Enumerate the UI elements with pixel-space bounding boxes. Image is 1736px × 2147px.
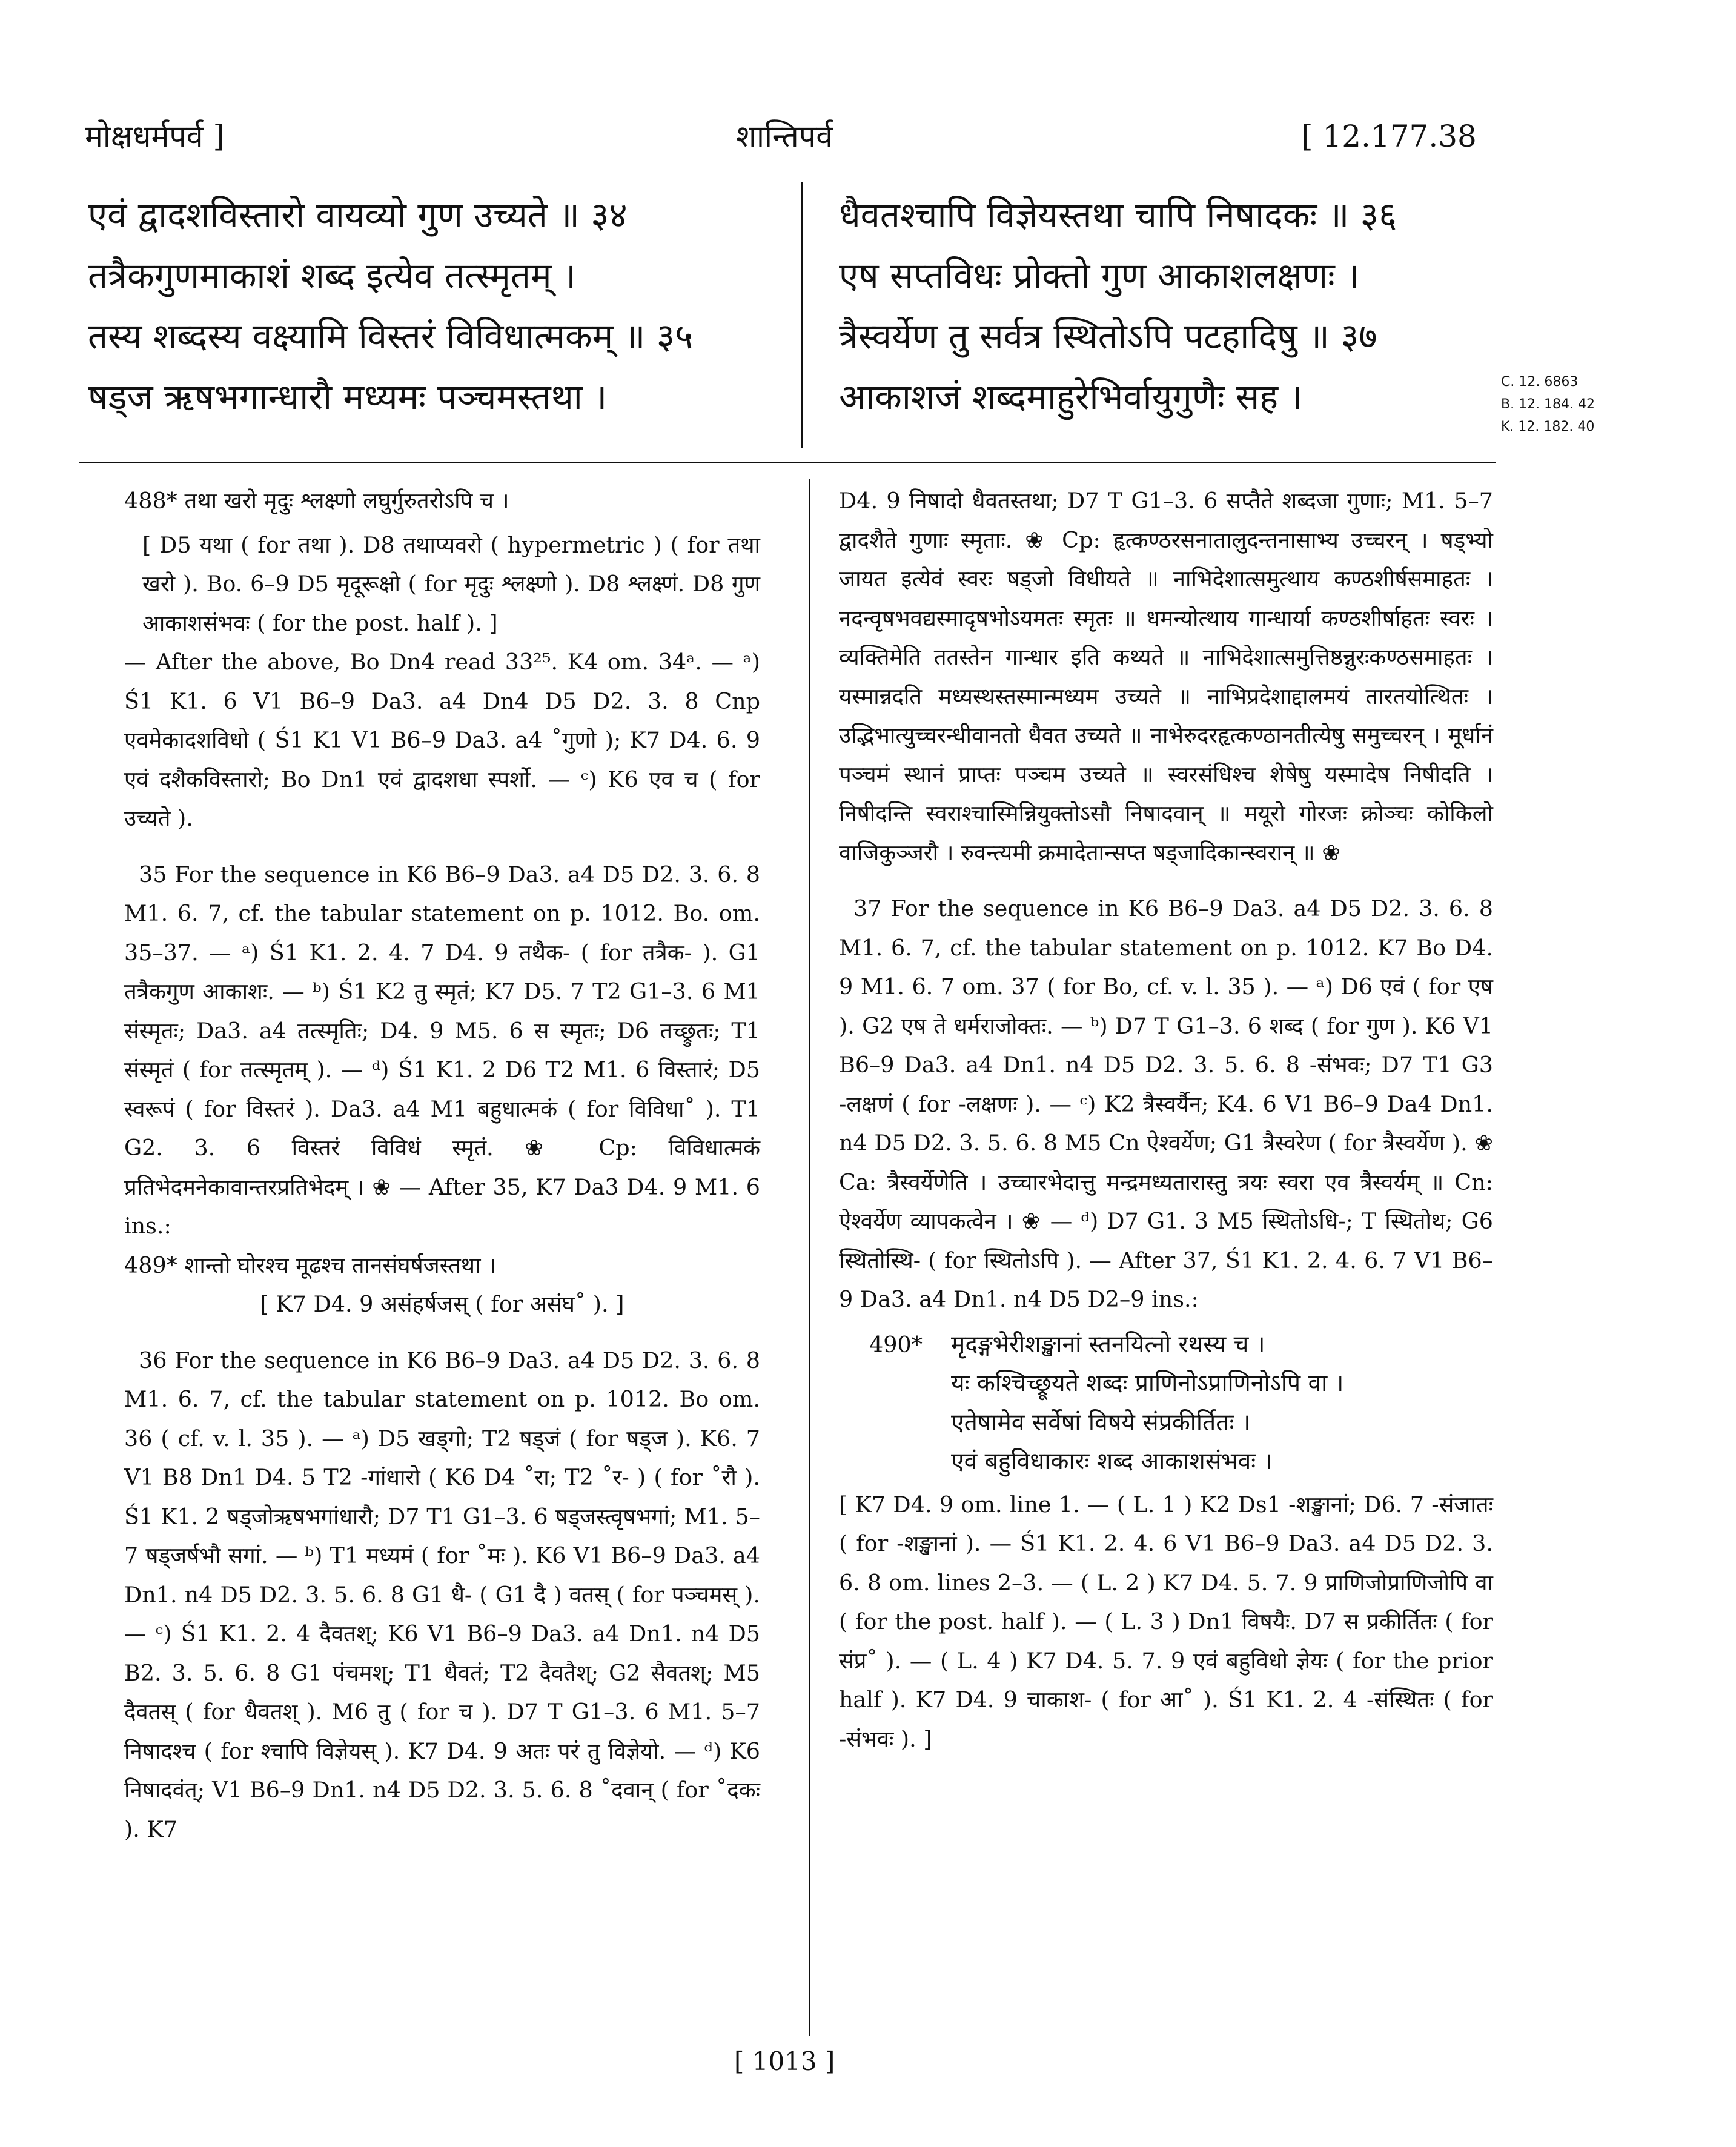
verse-line: धैवतश्चापि विज्ञेयस्तथा चापि निषादकः ॥ ३६ <box>839 194 1397 236</box>
verse-line: त्रैस्वर्येण तु सर्वत्र स्थितोऽपि पटहादिषु ॥ ३७ <box>839 316 1377 357</box>
apparatus-rule <box>79 462 1496 463</box>
column-rule-top <box>801 182 803 448</box>
verse-line: तत्रैकगुणमाकाशं शब्द इत्येव तत्स्मृतम् । <box>88 255 576 296</box>
additional-verse-489: 489* शान्तो घोरश्च मूढश्च तानसंघर्षजस्तथा । <box>124 1252 496 1278</box>
margin-ref: B. 12. 184. 42 <box>1501 397 1595 412</box>
verse-line: षड्ज ऋषभगान्धारौ मध्यमः पञ्चमस्तथा । <box>88 376 608 417</box>
note-after-488: — After the above, Bo Dn4 read 33²⁵. K4 om. 34ᵃ. — ᵃ) Ś1 K1. 6 V1 B6–9 Da3. a4 Dn4 D5 D2. 3. 8 Cnp एवमेकादशविधो ( Ś1 K1 V1 B6–9 Da3. a4 ˚गुणो ); K7 D4. 6. 9 एवं दशैकविस्तारो; Bo Dn1 एवं द्वादशधा स्पर्शो. — ᶜ) K6 एव च ( for उच्यते ). <box>124 649 760 831</box>
note-35: 35 For the sequence in K6 B6–9 Da3. a4 D5 D2. 3. 6. 8 M1. 6. 7, cf. the tabular statement on p. 1012. Bo. om. 35–37. — ᵃ) Ś1 K1. 2. 4. 7 D4. 9 तथैक- ( for तत्रैक- ). G1 तत्रैकगुण आकाशः. — ᵇ) Ś1 K2 तु स्मृतं; K7 D5. 7 T2 G1–3. 6 M1 संस्मृतः; Da3. a4 तत्स्मृतिः; D4. 9 M5. 6 स स्मृतः; D6 तच्छ्रुतः; T1 संस्मृतं ( for तत्स्मृतम् ). — ᵈ) Ś1 K1. 2 D6 T2 M1. 6 विस्तारं; D5 स्वरूपं ( for विस्तरं ). Da3. a4 M1 बहुधात्मकं ( for विविधा˚ ). T1 G2. 3. 6 विस्तरं विविधं स्मृतं. ❀ Cp: विविधात्मकं प्रतिभेदमनेकावान्तरप्रतिभेदम् । ❀ — After 35, K7 Da3 D4. 9 M1. 6 ins.: <box>124 861 760 1239</box>
verse-line: यः कश्चिच्छ्रूयते शब्दः प्राणिनोऽप्राणिनोऽपि वा । <box>951 1370 1344 1397</box>
main-text-right <box>839 185 1475 427</box>
note-36-continued: D4. 9 निषादो धैवतस्तथा; D7 T G1–3. 6 सप्तैते शब्दजा गुणाः; M1. 5–7 द्वादशैते गुणाः स्मृताः. ❀ Cp: हृत्कण्ठरसनातालुदन्तनासाभ्य उच्चरन् । षड्भ्यो जायत इत्येवं स्वरः षड्जो विधीयते ॥ नाभिदेशात्समुत्थाय कण्ठशीर्षसमाहतः । नदन्वृषभवद्यस्मादृषभोऽयमतः स्मृतः ॥ धमन्योत्थाय गान्धार्या कण्ठशीर्षाहतः स्वरः । व्यक्तिमेति ततस्तेन गान्धार इति कथ्यते ॥ नाभिदेशात्समुत्तिष्ठन्नुरःकण्ठसमाहतः । यस्मान्नदति मध्यस्थस्तस्मान्मध्यम उच्यते ॥ नाभिप्रदेशाद्दालमयं तारतयोत्थितः । उद्भिभात्युच्चरन्धीवानतो धैवत उच्यते ॥ नाभेरुदरहृत्कण्ठानतीत्येषु समुच्चरन् । मूर्धानं पञ्चमं स्थानं प्राप्तः पञ्चम उच्यते ॥ स्वरसंधिश्च शेषेषु यस्मादेष निषीदति । निषीदन्ति स्वराश्चास्मिन्नियुक्तोऽसौ निषादवान् ॥ मयूरो गोरजः क्रोञ्चः कोकिलो वाजिकुञ्जरौ । रुवन्त्यमी क्रमादेतान्सप्त षड्जादिकान्स्वरान् ॥ ❀ <box>839 488 1493 866</box>
variant-488: [ D5 यथा ( for तथा ). D8 तथाप्यवरो ( hypermetric ) ( for तथा खरो ). Bo. 6–9 D5 मृदूरूक्षो ( for मृदुः श्लक्ष्णो ). D8 श्लक्ष्णं. D8 गुण आकाशसंभवः ( for the post. half ). ] <box>142 531 760 636</box>
margin-references <box>1501 371 1595 438</box>
apparatus-left <box>124 482 760 1849</box>
note-37: 37 For the sequence in K6 B6–9 Da3. a4 D5 D2. 3. 6. 8 M1. 6. 7, cf. the tabular statement on p. 1012. K7 Bo D4. 9 M1. 6. 7 om. 37 ( for Bo, cf. v. l. 35 ). — ᵃ) D6 एवं ( for एष ). G2 एष ते धर्मराजोक्तः. — ᵇ) D7 T G1–3. 6 शब्द ( for गुण ). K6 V1 B6–9 Da3. a4 Dn1. n4 D5 D2. 3. 5. 6. 8 -संभवः; D7 T1 G3 -लक्षणं ( for -लक्षणः ). — ᶜ) K2 त्रैस्वर्यैन; K4. 6 V1 B6–9 Da4 Dn1. n4 D5 D2. 3. 5. 6. 8 M5 Cn ऐश्वर्येण; G1 त्रैस्वरेण ( for त्रैस्वर्येण ). ❀ Ca: त्रैस्वर्येणेति । उच्चारभेदात्तु मन्द्रमध्यतारास्तु त्रयः स्वरा एव त्रैस्वर्यम् ॥ Cn: ऐश्वर्येण व्यापकत्वेन । ❀ — ᵈ) D7 G1. 3 M5 स्थितोऽधि-; T स्थितोथ; G6 स्थितोस्थि- ( for स्थितोऽपि ). — After 37, Ś1 K1. 2. 4. 6. 7 V1 B6–9 Da3. a4 Dn1. n4 D5 D2–9 ins.: <box>839 895 1493 1312</box>
margin-ref: K. 12. 182. 40 <box>1501 419 1595 434</box>
running-head-center: शान्तिपर्व <box>736 119 833 154</box>
page-number: [ 1013 ] <box>734 2046 835 2076</box>
additional-verse-488: 488* तथा खरो मृदुः श्लक्ष्णो लघुर्गुरुतरोऽपि च । <box>124 488 509 514</box>
apparatus-right <box>839 482 1493 1759</box>
main-text-left <box>88 185 781 427</box>
verse-number-490: 490* <box>869 1331 923 1358</box>
verse-line: एतेषामेव सर्वेषां विषये संप्रकीर्तितः । <box>951 1409 1251 1436</box>
column-rule-apparatus <box>809 479 810 2036</box>
verse-line: मृदङ्गभेरीशङ्खानां स्तनयित्नो रथस्य च । <box>951 1330 1265 1358</box>
running-head-right: [ 12.177.38 <box>1301 119 1477 154</box>
additional-verse-490 <box>839 1326 1493 1482</box>
verse-line: एवं बहुविधाकारः शब्द आकाशसंभवः । <box>951 1448 1273 1475</box>
note-36: 36 For the sequence in K6 B6–9 Da3. a4 D5 D2. 3. 6. 8 M1. 6. 7, cf. the tabular statement on p. 1012. Bo om. 36 ( cf. v. l. 35 ). — ᵃ) D5 खड्गो; T2 षड्जं ( for षड्ज ). K6. 7 V1 B8 Dn1 D4. 5 T2 -गांधारो ( K6 D4 ˚रा; T2 ˚र- ) ( for ˚रौ ). Ś1 K1. 2 षड्जोऋषभगांधारौ; D7 T1 G1–3. 6 षड्जस्त्वृषभगां; M1. 5–7 षड्जर्षभौ सगां. — ᵇ) T1 मध्यमं ( for ˚मः ). K6 V1 B6–9 Da3. a4 Dn1. n4 D5 D2. 3. 5. 6. 8 G1 धै- ( G1 दै ) वतस् ( for पञ्चमस् ). — ᶜ) Ś1 K1. 2. 4 दैवतश्; K6 V1 B6–9 Da3. a4 Dn1. n4 D5 B2. 3. 5. 6. 8 G1 पंचमश्; T1 धैवतं; T2 दैवतैश्; G2 सैवतश्; M5 दैवतस् ( for धैवतश् ). M6 तु ( for च ). D7 T G1–3. 6 M1. 5–7 निषादश्च ( for श्चापि विज्ञेयस् ). K7 D4. 9 अतः परं तु विज्ञेयो. — ᵈ) K6 निषादवंत्; V1 B6–9 Dn1. n4 D5 D2. 3. 5. 6. 8 ˚दवान् ( for ˚दकः ). K7 <box>124 1347 760 1842</box>
running-head-left: मोक्षधर्मपर्व ] <box>85 119 225 154</box>
verse-line: तस्य शब्दस्य वक्ष्यामि विस्तरं विविधात्मकम् ॥ ३५ <box>88 316 694 357</box>
variant-490: [ K7 D4. 9 om. line 1. — ( L. 1 ) K2 Ds1 -शङ्खानां; D6. 7 -संजातः ( for -शङ्खानां ). — Ś1 K1. 2. 4. 6 V1 B6–9 Da3. a4 D5 D2. 3. 6. 8 om. lines 2–3. — ( L. 2 ) K7 D4. 5. 7. 9 प्राणिजोप्राणिजोपि वा ( for the post. half ). — ( L. 3 ) Dn1 विषयैः. D7 स प्रकीर्तितः ( for संप्र˚ ). — ( L. 4 ) K7 D4. 5. 7. 9 एवं बहुविधो ज्ञेयः ( for the prior half ). K7 D4. 9 चाकाश- ( for आ˚ ). Ś1 K1. 2. 4 -संस्थितः ( for -संभवः ). ] <box>839 1491 1493 1752</box>
verse-line: एष सप्तविधः प्रोक्तो गुण आकाशलक्षणः । <box>839 255 1360 296</box>
margin-ref: C. 12. 6863 <box>1501 374 1579 390</box>
verse-line: आकाशजं शब्दमाहुरेभिर्वायुगुणैः सह । <box>839 376 1303 417</box>
variant-489: [ K7 D4. 9 असंहर्षजस् ( for असंघ˚ ). ] <box>260 1291 624 1317</box>
verse-line: एवं द्वादशविस्तारो वायव्यो गुण उच्यते ॥ ३४ <box>88 194 628 236</box>
